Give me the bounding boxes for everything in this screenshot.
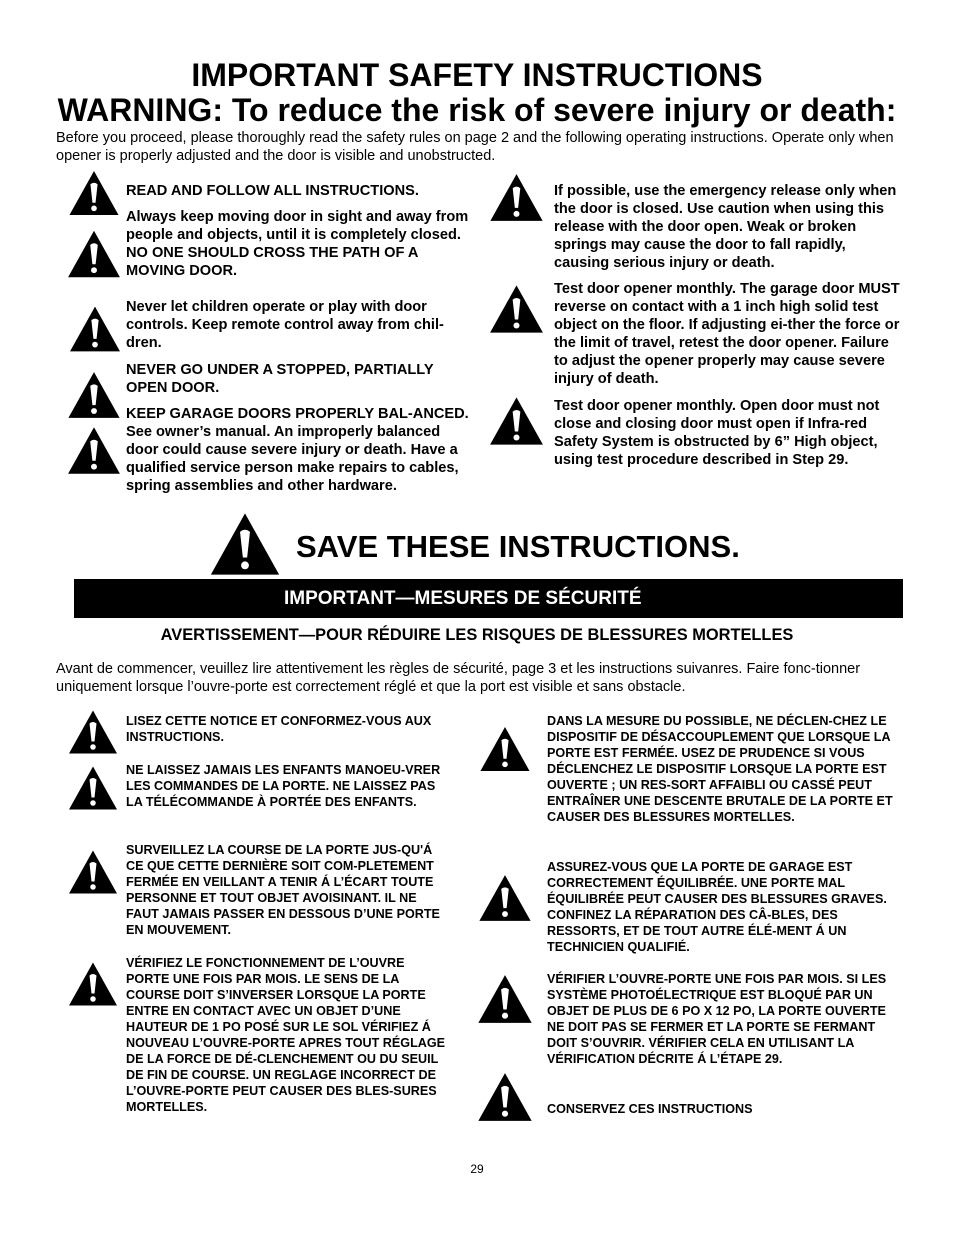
intro-text: Before you proceed, please thoroughly read the safety rules on page 2 and the following operating instructions. Operate only when opener is properly adjusted and the door is visible and unobstructed. xyxy=(56,130,894,164)
french-heading: AVERTISSEMENT—POUR RÉDUIRE LES RISQUES DE BLESSURES MORTELLES xyxy=(160,626,794,644)
warning-triangle-icon xyxy=(67,170,121,216)
warning-triangle-icon xyxy=(68,708,118,756)
warning-triangle-icon xyxy=(67,426,121,475)
warning-triangle-icon xyxy=(489,284,544,334)
warning-triangle-icon xyxy=(67,229,121,279)
french-intro-text: Avant de commencer, veuillez lire attentivement les règles de sécurité, page 3 et les instructions suivanres. Faire fonc-tionner uniquement lorsque l’ouvre-porte est correctement réglé et que la port est visible et sans obstacle. xyxy=(56,661,861,695)
instruction-item: READ AND FOLLOW ALL INSTRUCTIONS. xyxy=(126,183,419,199)
instruction-item: Never let children operate or play with door controls. Keep remote control away from chil-dren. xyxy=(126,299,444,351)
warning-triangle-icon xyxy=(476,1072,534,1122)
instruction-item: VÉRIFIEZ LE FONCTIONNEMENT DE L’OUVRE PORTE UNE FOIS PAR MOIS. LE SENS DE LA COURSE DOIT S’INVERSER LORSQUE LA PORTE ENTRE EN CONTACT AVEC UN OBJET D’UNE HAUTEUR DE 1 PO POSÉ SUR LE SOL VÉRIFIEZ Á NOUVEAU L’OUVRE-PORTE APRES TOUT RÉGLAGE DE LA FORCE DE DÉ-CLENCHEMENT OU DU SEUIL DE FIN DE COURSE. UN REGLAGE INCORRECT DE L’OUVRE-PORTE PEUT CAUSER DES BLES-SURES MORTELLES. xyxy=(126,956,446,1114)
instruction-item: LISEZ CETTE NOTICE ET CONFORMEZ-VOUS AUX INSTRUCTIONS. xyxy=(126,714,432,744)
warning-triangle-icon xyxy=(68,764,118,812)
warning-triangle-icon xyxy=(209,512,281,576)
instruction-item: KEEP GARAGE DOORS PROPERLY BAL-ANCED. See owner’s manual. An improperly balanced door could cause severe injury or death. Have a qualified service person make repairs to cables, spring assemblies and other hardware. xyxy=(126,406,469,494)
instruction-item: NE LAISSEZ JAMAIS LES ENFANTS MANOEU-VRER LES COMMANDES DE LA PORTE. NE LAISSEZ PAS LA TÉLÉCOMMANDE À PORTÉE DES ENFANTS. xyxy=(126,763,441,809)
instruction-item: If possible, use the emergency release only when the door is closed. Use caution when using this release with the door open. Weak or broken springs may cause the door to fall rapidly, causing serious injury or death. xyxy=(554,183,897,271)
french-banner: IMPORTANT—MESURES DE SÉCURITÉ xyxy=(74,579,903,618)
warning-triangle-icon xyxy=(69,305,121,353)
warning-triangle-icon xyxy=(476,726,534,772)
save-instructions-title: SAVE THESE INSTRUCTIONS. xyxy=(296,529,740,564)
instruction-item: Test door opener monthly. The garage door MUST reverse on contact with a 1 inch high solid test object on the floor. If adjusting ei-ther the force or the limit of travel, retest the door opener. Failure to adjust the opener properly may cause severe injury of death. xyxy=(554,281,900,387)
instruction-item: Always keep moving door in sight and away from people and objects, until it is completely closed. NO ONE SHOULD CROSS THE PATH OF A MOVING DOOR. xyxy=(126,209,469,279)
instruction-item: DANS LA MESURE DU POSSIBLE, NE DÉCLEN-CHEZ LE DISPOSITIF DE DÉSACCOUPLEMENT QUE LORSQUE LA PORTE EST FERMÉE. USEZ DE PRUDENCE SI VOUS DÉCLENCHEZ LE DISPOSITIF LORSQUE LA PORTE EST OUVERTE ; UN RES-SORT AFFAIBLI OU CASSÉ PEUT ENTRAÎNER UNE DESCENTE BRUTALE DE LA PORTE ET CAUSER DES BLESSURES MORTELLES. xyxy=(547,714,893,824)
warning-triangle-icon xyxy=(476,874,534,922)
instruction-item: VÉRIFIER L’OUVRE-PORTE UNE FOIS PAR MOIS. SI LES SYSTÈME PHOTOÉLECTRIQUE EST BLOQUÉ PAR UN OBJET DE PLUS DE 6 PO X 12 PO, LA PORTE OUVERTE NE DOIT PAS SE FERMER ET LA PORTE SE FERMANT DOIT S’OUVRIR. VÉRIFIER CELA EN UTILISANT LA VÉRIFICATION DÉCRITE Á L’ÉTAPE 29. xyxy=(547,972,887,1066)
warning-heading: WARNING: To reduce the risk of severe injury or death: xyxy=(57,92,897,128)
instruction-item: ASSUREZ-VOUS QUE LA PORTE DE GARAGE EST CORRECTEMENT ÉQUILIBRÉE. UNE PORTE MAL ÉQUILIBRÉE PEUT CAUSER DES BLESSURES GRAVES. CONFINEZ LA RÉPARATION DES CÂ-BLES, DES RESSORTS, ET DE TOUT AUTRE ÉLÉ-MENT Á UN TECHNICIEN QUALIFIÉ. xyxy=(547,860,887,954)
instruction-item: CONSERVEZ CES INSTRUCTIONS xyxy=(547,1102,753,1116)
instruction-item: SURVEILLEZ LA COURSE DE LA PORTE JUS-QU'Á CE QUE CETTE DERNIÈRE SOIT COM-PLETEMENT FERMÉE EN VEILLANT A TENIR Á L’ÉCART TOUTE PERSONNE ET TOUT OBJET AVOISINANT. IL NE FAUT JAMAIS PASSER EN DESSOUS D’UNE PORTE EN MOUVEMENT. xyxy=(126,843,440,937)
instruction-item: NEVER GO UNDER A STOPPED, PARTIALLY OPEN DOOR. xyxy=(126,362,434,396)
instruction-item: Test door opener monthly. Open door must not close and closing door must open if Infra-red Safety System is obstructed by 6” High object, using test procedure described in Step 29. xyxy=(554,398,880,468)
warning-triangle-icon xyxy=(489,396,544,446)
warning-triangle-icon xyxy=(67,371,121,419)
page-title: IMPORTANT SAFETY INSTRUCTIONS xyxy=(191,57,763,93)
warning-triangle-icon xyxy=(476,974,534,1024)
warning-triangle-icon xyxy=(68,960,118,1008)
warning-triangle-icon xyxy=(489,173,544,222)
warning-triangle-icon xyxy=(68,848,118,896)
page-number: 29 xyxy=(470,1162,484,1176)
